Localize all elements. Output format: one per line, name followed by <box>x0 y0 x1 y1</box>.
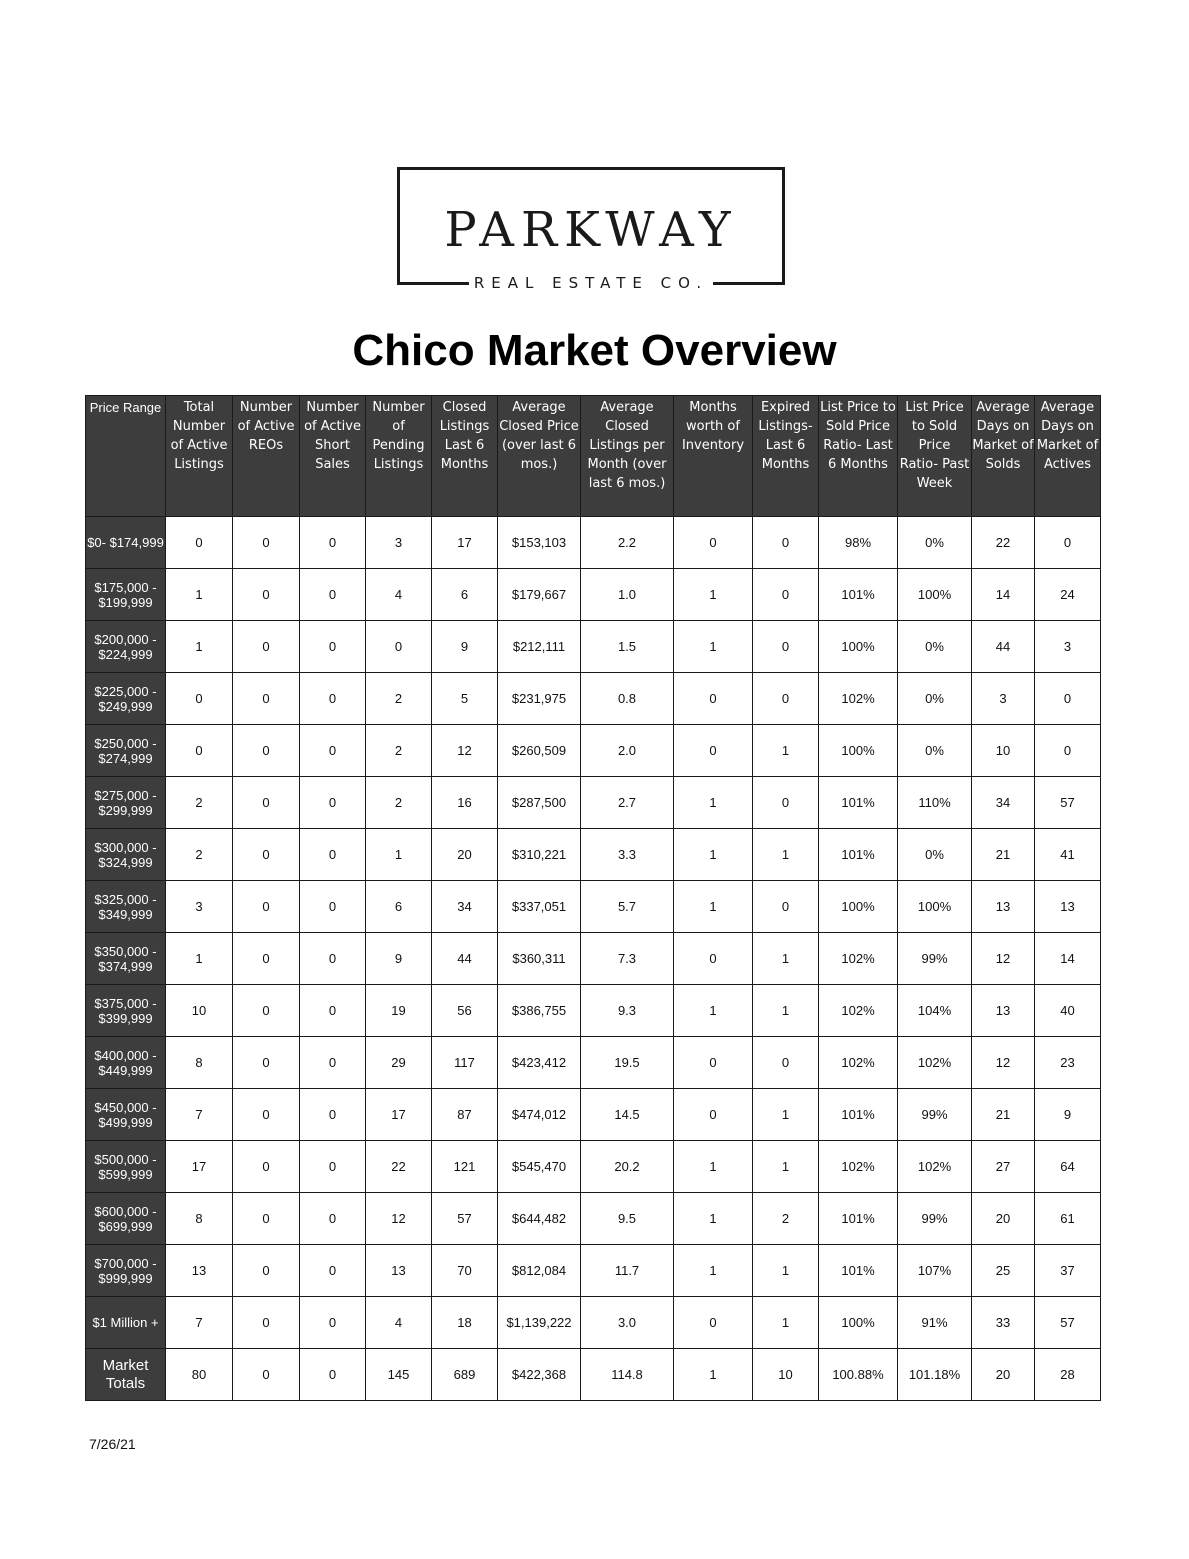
table-cell: 98% <box>819 517 898 569</box>
table-cell: 0 <box>233 829 300 881</box>
table-cell: $360,311 <box>498 933 581 985</box>
table-cell: 2 <box>166 777 233 829</box>
table-cell: 100% <box>819 1297 898 1349</box>
table-row <box>86 621 1101 673</box>
table-cell: 91% <box>898 1297 972 1349</box>
table-cell: $644,482 <box>498 1193 581 1245</box>
table-cell: 0 <box>753 1037 819 1089</box>
table-cell: 99% <box>898 1089 972 1141</box>
table-cell: 102% <box>819 985 898 1037</box>
table-cell: 0 <box>674 933 753 985</box>
table-cell: 1 <box>674 1141 753 1193</box>
table-cell: 114.8 <box>581 1349 674 1401</box>
table-cell: 100% <box>898 881 972 933</box>
table-row <box>86 829 1101 881</box>
table-cell: 0% <box>898 829 972 881</box>
table-cell: 0 <box>233 1089 300 1141</box>
table-cell: 4 <box>366 1297 432 1349</box>
table-cell: 0 <box>233 933 300 985</box>
table-cell: 56 <box>432 985 498 1037</box>
table-cell: 100% <box>819 881 898 933</box>
table-cell: 1 <box>753 1089 819 1141</box>
table-cell: 13 <box>972 985 1035 1037</box>
table-cell: 40 <box>1035 985 1101 1037</box>
column-header: Average Closed Price (over last 6 mos.) <box>498 396 581 517</box>
table-cell: 12 <box>366 1193 432 1245</box>
table-cell: 3 <box>366 517 432 569</box>
table-cell: 22 <box>366 1141 432 1193</box>
table-cell: 102% <box>819 1141 898 1193</box>
table-cell: 1 <box>674 881 753 933</box>
table-cell: 0 <box>300 933 366 985</box>
table-cell: 0 <box>166 725 233 777</box>
table-cell: 7 <box>166 1297 233 1349</box>
table-cell: 0 <box>300 777 366 829</box>
price-range-cell: $325,000 - $349,999 <box>86 881 166 933</box>
table-cell: 44 <box>432 933 498 985</box>
table-cell: 0 <box>300 673 366 725</box>
table-cell: 0 <box>300 985 366 1037</box>
table-cell: 0 <box>233 881 300 933</box>
table-cell: 689 <box>432 1349 498 1401</box>
table-row <box>86 673 1101 725</box>
table-cell: 34 <box>432 881 498 933</box>
table-cell: 100% <box>819 725 898 777</box>
table-cell: 101% <box>819 1245 898 1297</box>
table-cell: 1 <box>753 725 819 777</box>
column-header: Average Closed Listings per Month (over last 6 mos.) <box>581 396 674 517</box>
table-header <box>86 396 1101 517</box>
table-cell: 13 <box>1035 881 1101 933</box>
table-cell: 0 <box>753 881 819 933</box>
table-cell: 1 <box>674 777 753 829</box>
table-row <box>86 517 1101 569</box>
table-cell: 1.0 <box>581 569 674 621</box>
table-cell: 100.88% <box>819 1349 898 1401</box>
price-range-cell: $0- $174,999 <box>86 517 166 569</box>
table-cell: 21 <box>972 1089 1035 1141</box>
table-cell: $337,051 <box>498 881 581 933</box>
table-cell: 0 <box>753 517 819 569</box>
totals-label: Market Totals <box>86 1349 166 1401</box>
table-cell: 0 <box>166 673 233 725</box>
table-cell: 1 <box>166 569 233 621</box>
table-cell: $422,368 <box>498 1349 581 1401</box>
table-cell: 0 <box>233 1193 300 1245</box>
table-cell: $287,500 <box>498 777 581 829</box>
price-range-cell: $350,000 - $374,999 <box>86 933 166 985</box>
table-cell: 1 <box>366 829 432 881</box>
table-cell: 121 <box>432 1141 498 1193</box>
table-cell: 21 <box>972 829 1035 881</box>
table-cell: 1 <box>674 1349 753 1401</box>
table-cell: 0 <box>1035 517 1101 569</box>
table-cell: $310,221 <box>498 829 581 881</box>
table-cell: 8 <box>166 1037 233 1089</box>
table-cell: 0 <box>233 1245 300 1297</box>
table-row <box>86 1297 1101 1349</box>
table-cell: 41 <box>1035 829 1101 881</box>
table-row <box>86 985 1101 1037</box>
table-cell: 13 <box>166 1245 233 1297</box>
table-cell: 7.3 <box>581 933 674 985</box>
table-cell: 2 <box>753 1193 819 1245</box>
price-range-cell: $300,000 - $324,999 <box>86 829 166 881</box>
table-cell: 33 <box>972 1297 1035 1349</box>
logo-frame <box>397 167 785 285</box>
table-cell: 102% <box>819 933 898 985</box>
table-cell: $153,103 <box>498 517 581 569</box>
table-row <box>86 1245 1101 1297</box>
table-cell: 0 <box>674 673 753 725</box>
table-cell: 0 <box>300 621 366 673</box>
table-cell: 1 <box>753 1245 819 1297</box>
column-header: Number of Active Short Sales <box>300 396 366 517</box>
table-cell: 0 <box>753 569 819 621</box>
table-row <box>86 777 1101 829</box>
table-cell: 3 <box>1035 621 1101 673</box>
table-body <box>86 517 1101 1401</box>
table-cell: 2 <box>366 777 432 829</box>
table-cell: 23 <box>1035 1037 1101 1089</box>
table-cell: 9 <box>1035 1089 1101 1141</box>
table-cell: 19.5 <box>581 1037 674 1089</box>
table-cell: 27 <box>972 1141 1035 1193</box>
table-cell: 2.2 <box>581 517 674 569</box>
table-cell: 0 <box>300 1297 366 1349</box>
table-cell: 0 <box>233 517 300 569</box>
table-cell: 1 <box>753 1141 819 1193</box>
table-cell: 1 <box>753 829 819 881</box>
table-cell: $545,470 <box>498 1141 581 1193</box>
table-cell: 1 <box>166 621 233 673</box>
price-range-cell: $600,000 - $699,999 <box>86 1193 166 1245</box>
table-cell: 101% <box>819 1193 898 1245</box>
table-cell: 70 <box>432 1245 498 1297</box>
table-cell: 20 <box>972 1349 1035 1401</box>
table-cell: 0 <box>300 725 366 777</box>
table-cell: 5 <box>432 673 498 725</box>
table-cell: 1 <box>674 985 753 1037</box>
table-cell: 44 <box>972 621 1035 673</box>
table-cell: 0 <box>233 725 300 777</box>
table-cell: 57 <box>432 1193 498 1245</box>
table-cell: 1 <box>753 933 819 985</box>
table-cell: 102% <box>819 1037 898 1089</box>
table-cell: 0 <box>233 1141 300 1193</box>
table-cell: 57 <box>1035 777 1101 829</box>
price-range-cell: $400,000 - $449,999 <box>86 1037 166 1089</box>
table-cell: 0% <box>898 725 972 777</box>
table-cell: 0 <box>300 1089 366 1141</box>
table-cell: 0 <box>233 985 300 1037</box>
price-range-cell: $375,000 - $399,999 <box>86 985 166 1037</box>
table-cell: 12 <box>432 725 498 777</box>
table-cell: 117 <box>432 1037 498 1089</box>
table-cell: 100% <box>819 621 898 673</box>
table-cell: 0 <box>233 777 300 829</box>
table-row <box>86 569 1101 621</box>
table-cell: 0 <box>1035 673 1101 725</box>
table-cell: 104% <box>898 985 972 1037</box>
table-cell: $179,667 <box>498 569 581 621</box>
table-cell: 10 <box>753 1349 819 1401</box>
table-cell: 61 <box>1035 1193 1101 1245</box>
table-cell: 1 <box>674 829 753 881</box>
table-cell: 0 <box>300 1193 366 1245</box>
table-cell: 101% <box>819 829 898 881</box>
table-cell: 0 <box>233 1349 300 1401</box>
table-cell: 9.5 <box>581 1193 674 1245</box>
table-cell: 64 <box>1035 1141 1101 1193</box>
table-cell: 22 <box>972 517 1035 569</box>
logo-name: PARKWAY <box>444 202 738 258</box>
table-cell: $423,412 <box>498 1037 581 1089</box>
table-cell: 8 <box>166 1193 233 1245</box>
table-cell: 1 <box>674 569 753 621</box>
table-cell: 25 <box>972 1245 1035 1297</box>
table-cell: 12 <box>972 933 1035 985</box>
table-cell: 0 <box>233 621 300 673</box>
price-range-cell: $225,000 - $249,999 <box>86 673 166 725</box>
table-cell: 9 <box>432 621 498 673</box>
table-cell: 0 <box>166 517 233 569</box>
column-header: List Price to Sold Price Ratio- Past Week <box>898 396 972 517</box>
table-cell: 1 <box>674 621 753 673</box>
table-cell: 0 <box>233 1037 300 1089</box>
table-row <box>86 1193 1101 1245</box>
table-cell: 7 <box>166 1089 233 1141</box>
table-cell: 3.0 <box>581 1297 674 1349</box>
column-header: Months worth of Inventory <box>674 396 753 517</box>
table-cell: 100% <box>898 569 972 621</box>
price-range-cell: $500,000 - $599,999 <box>86 1141 166 1193</box>
price-range-cell: $250,000 - $274,999 <box>86 725 166 777</box>
table-cell: 0 <box>674 517 753 569</box>
price-range-cell: $450,000 - $499,999 <box>86 1089 166 1141</box>
table-cell: 14.5 <box>581 1089 674 1141</box>
table-cell: 1 <box>166 933 233 985</box>
table-cell: 3 <box>972 673 1035 725</box>
table-cell: 14 <box>972 569 1035 621</box>
table-cell: 0 <box>300 569 366 621</box>
table-cell: 16 <box>432 777 498 829</box>
table-cell: 10 <box>166 985 233 1037</box>
table-cell: 3.3 <box>581 829 674 881</box>
table-cell: 34 <box>972 777 1035 829</box>
column-header: Expired Listings- Last 6 Months <box>753 396 819 517</box>
table-row <box>86 1089 1101 1141</box>
table-cell: 6 <box>432 569 498 621</box>
table-cell: 1.5 <box>581 621 674 673</box>
table-cell: 13 <box>366 1245 432 1297</box>
table-cell: 2 <box>166 829 233 881</box>
table-cell: 107% <box>898 1245 972 1297</box>
table-cell: 0 <box>674 1297 753 1349</box>
price-range-cell: $1 Million + <box>86 1297 166 1349</box>
column-header: Average Days on Market of Actives <box>1035 396 1101 517</box>
table-cell: 0 <box>674 1089 753 1141</box>
table-cell: $812,084 <box>498 1245 581 1297</box>
table-cell: 0 <box>300 829 366 881</box>
report-date: 7/26/21 <box>89 1436 136 1452</box>
table-cell: $260,509 <box>498 725 581 777</box>
table-cell: 0.8 <box>581 673 674 725</box>
table-cell: 0 <box>233 569 300 621</box>
table-cell: 37 <box>1035 1245 1101 1297</box>
table-cell: 0 <box>300 1349 366 1401</box>
column-header: Price Range <box>86 396 166 517</box>
price-range-cell: $175,000 - $199,999 <box>86 569 166 621</box>
table-cell: 0 <box>753 777 819 829</box>
price-range-cell: $275,000 - $299,999 <box>86 777 166 829</box>
table-cell: 10 <box>972 725 1035 777</box>
table-cell: 2 <box>366 725 432 777</box>
table-cell: 0 <box>674 1037 753 1089</box>
table-cell: 102% <box>898 1037 972 1089</box>
logo-subtitle: REAL ESTATE CO. <box>473 274 709 292</box>
table-cell: 145 <box>366 1349 432 1401</box>
table-cell: 0% <box>898 673 972 725</box>
table-cell: 1 <box>753 1297 819 1349</box>
table-cell: 0 <box>1035 725 1101 777</box>
table-cell: $474,012 <box>498 1089 581 1141</box>
column-header: List Price to Sold Price Ratio- Last 6 Months <box>819 396 898 517</box>
table-cell: 80 <box>166 1349 233 1401</box>
table-row <box>86 725 1101 777</box>
table-cell: 19 <box>366 985 432 1037</box>
table-cell: 87 <box>432 1089 498 1141</box>
table-cell: 0 <box>233 673 300 725</box>
column-header: Number of Active REOs <box>233 396 300 517</box>
table-cell: 4 <box>366 569 432 621</box>
table-cell: 0 <box>233 1297 300 1349</box>
header-row <box>86 396 1101 517</box>
table-cell: 29 <box>366 1037 432 1089</box>
table-cell: 14 <box>1035 933 1101 985</box>
table-cell: 6 <box>366 881 432 933</box>
price-range-cell: $200,000 - $224,999 <box>86 621 166 673</box>
totals-row <box>86 1349 1101 1401</box>
table-cell: 101% <box>819 1089 898 1141</box>
table-cell: 5.7 <box>581 881 674 933</box>
table-cell: 12 <box>972 1037 1035 1089</box>
table-cell: 17 <box>432 517 498 569</box>
table-cell: 9.3 <box>581 985 674 1037</box>
table-cell: 0 <box>300 881 366 933</box>
table-cell: 101% <box>819 777 898 829</box>
market-table <box>85 395 1101 1401</box>
table-cell: 101.18% <box>898 1349 972 1401</box>
table-cell: 24 <box>1035 569 1101 621</box>
table-cell: 2.7 <box>581 777 674 829</box>
table-cell: 102% <box>898 1141 972 1193</box>
column-header: Average Days on Market of Solds <box>972 396 1035 517</box>
price-range-cell: $700,000 - $999,999 <box>86 1245 166 1297</box>
table-cell: 17 <box>166 1141 233 1193</box>
table-cell: 17 <box>366 1089 432 1141</box>
table-cell: $1,139,222 <box>498 1297 581 1349</box>
table-cell: $386,755 <box>498 985 581 1037</box>
table-cell: $231,975 <box>498 673 581 725</box>
table-cell: 11.7 <box>581 1245 674 1297</box>
table-cell: 0% <box>898 517 972 569</box>
table-cell: $212,111 <box>498 621 581 673</box>
table-cell: 0 <box>753 673 819 725</box>
table-cell: 0 <box>300 1245 366 1297</box>
table-cell: 99% <box>898 1193 972 1245</box>
table-cell: 0 <box>300 1141 366 1193</box>
table-row <box>86 1037 1101 1089</box>
table-cell: 2.0 <box>581 725 674 777</box>
table-cell: 2 <box>366 673 432 725</box>
table-cell: 0 <box>300 1037 366 1089</box>
column-header: Number of Pending Listings <box>366 396 432 517</box>
table-cell: 28 <box>1035 1349 1101 1401</box>
table-cell: 20 <box>972 1193 1035 1245</box>
page-title: Chico Market Overview <box>352 326 837 375</box>
table-cell: 1 <box>674 1245 753 1297</box>
table-cell: 3 <box>166 881 233 933</box>
table-cell: 20.2 <box>581 1141 674 1193</box>
table-cell: 102% <box>819 673 898 725</box>
table-cell: 13 <box>972 881 1035 933</box>
table-cell: 1 <box>753 985 819 1037</box>
table-cell: 0% <box>898 621 972 673</box>
table-cell: 20 <box>432 829 498 881</box>
table-row <box>86 933 1101 985</box>
table-cell: 110% <box>898 777 972 829</box>
table-cell: 0 <box>300 517 366 569</box>
table-cell: 99% <box>898 933 972 985</box>
column-header: Closed Listings Last 6 Months <box>432 396 498 517</box>
table-row <box>86 1141 1101 1193</box>
table-cell: 0 <box>674 725 753 777</box>
table-cell: 9 <box>366 933 432 985</box>
table-cell: 1 <box>674 1193 753 1245</box>
column-header: Total Number of Active Listings <box>166 396 233 517</box>
table-row <box>86 881 1101 933</box>
table-cell: 0 <box>753 621 819 673</box>
table-cell: 18 <box>432 1297 498 1349</box>
table-cell: 57 <box>1035 1297 1101 1349</box>
table-cell: 101% <box>819 569 898 621</box>
table-cell: 0 <box>366 621 432 673</box>
